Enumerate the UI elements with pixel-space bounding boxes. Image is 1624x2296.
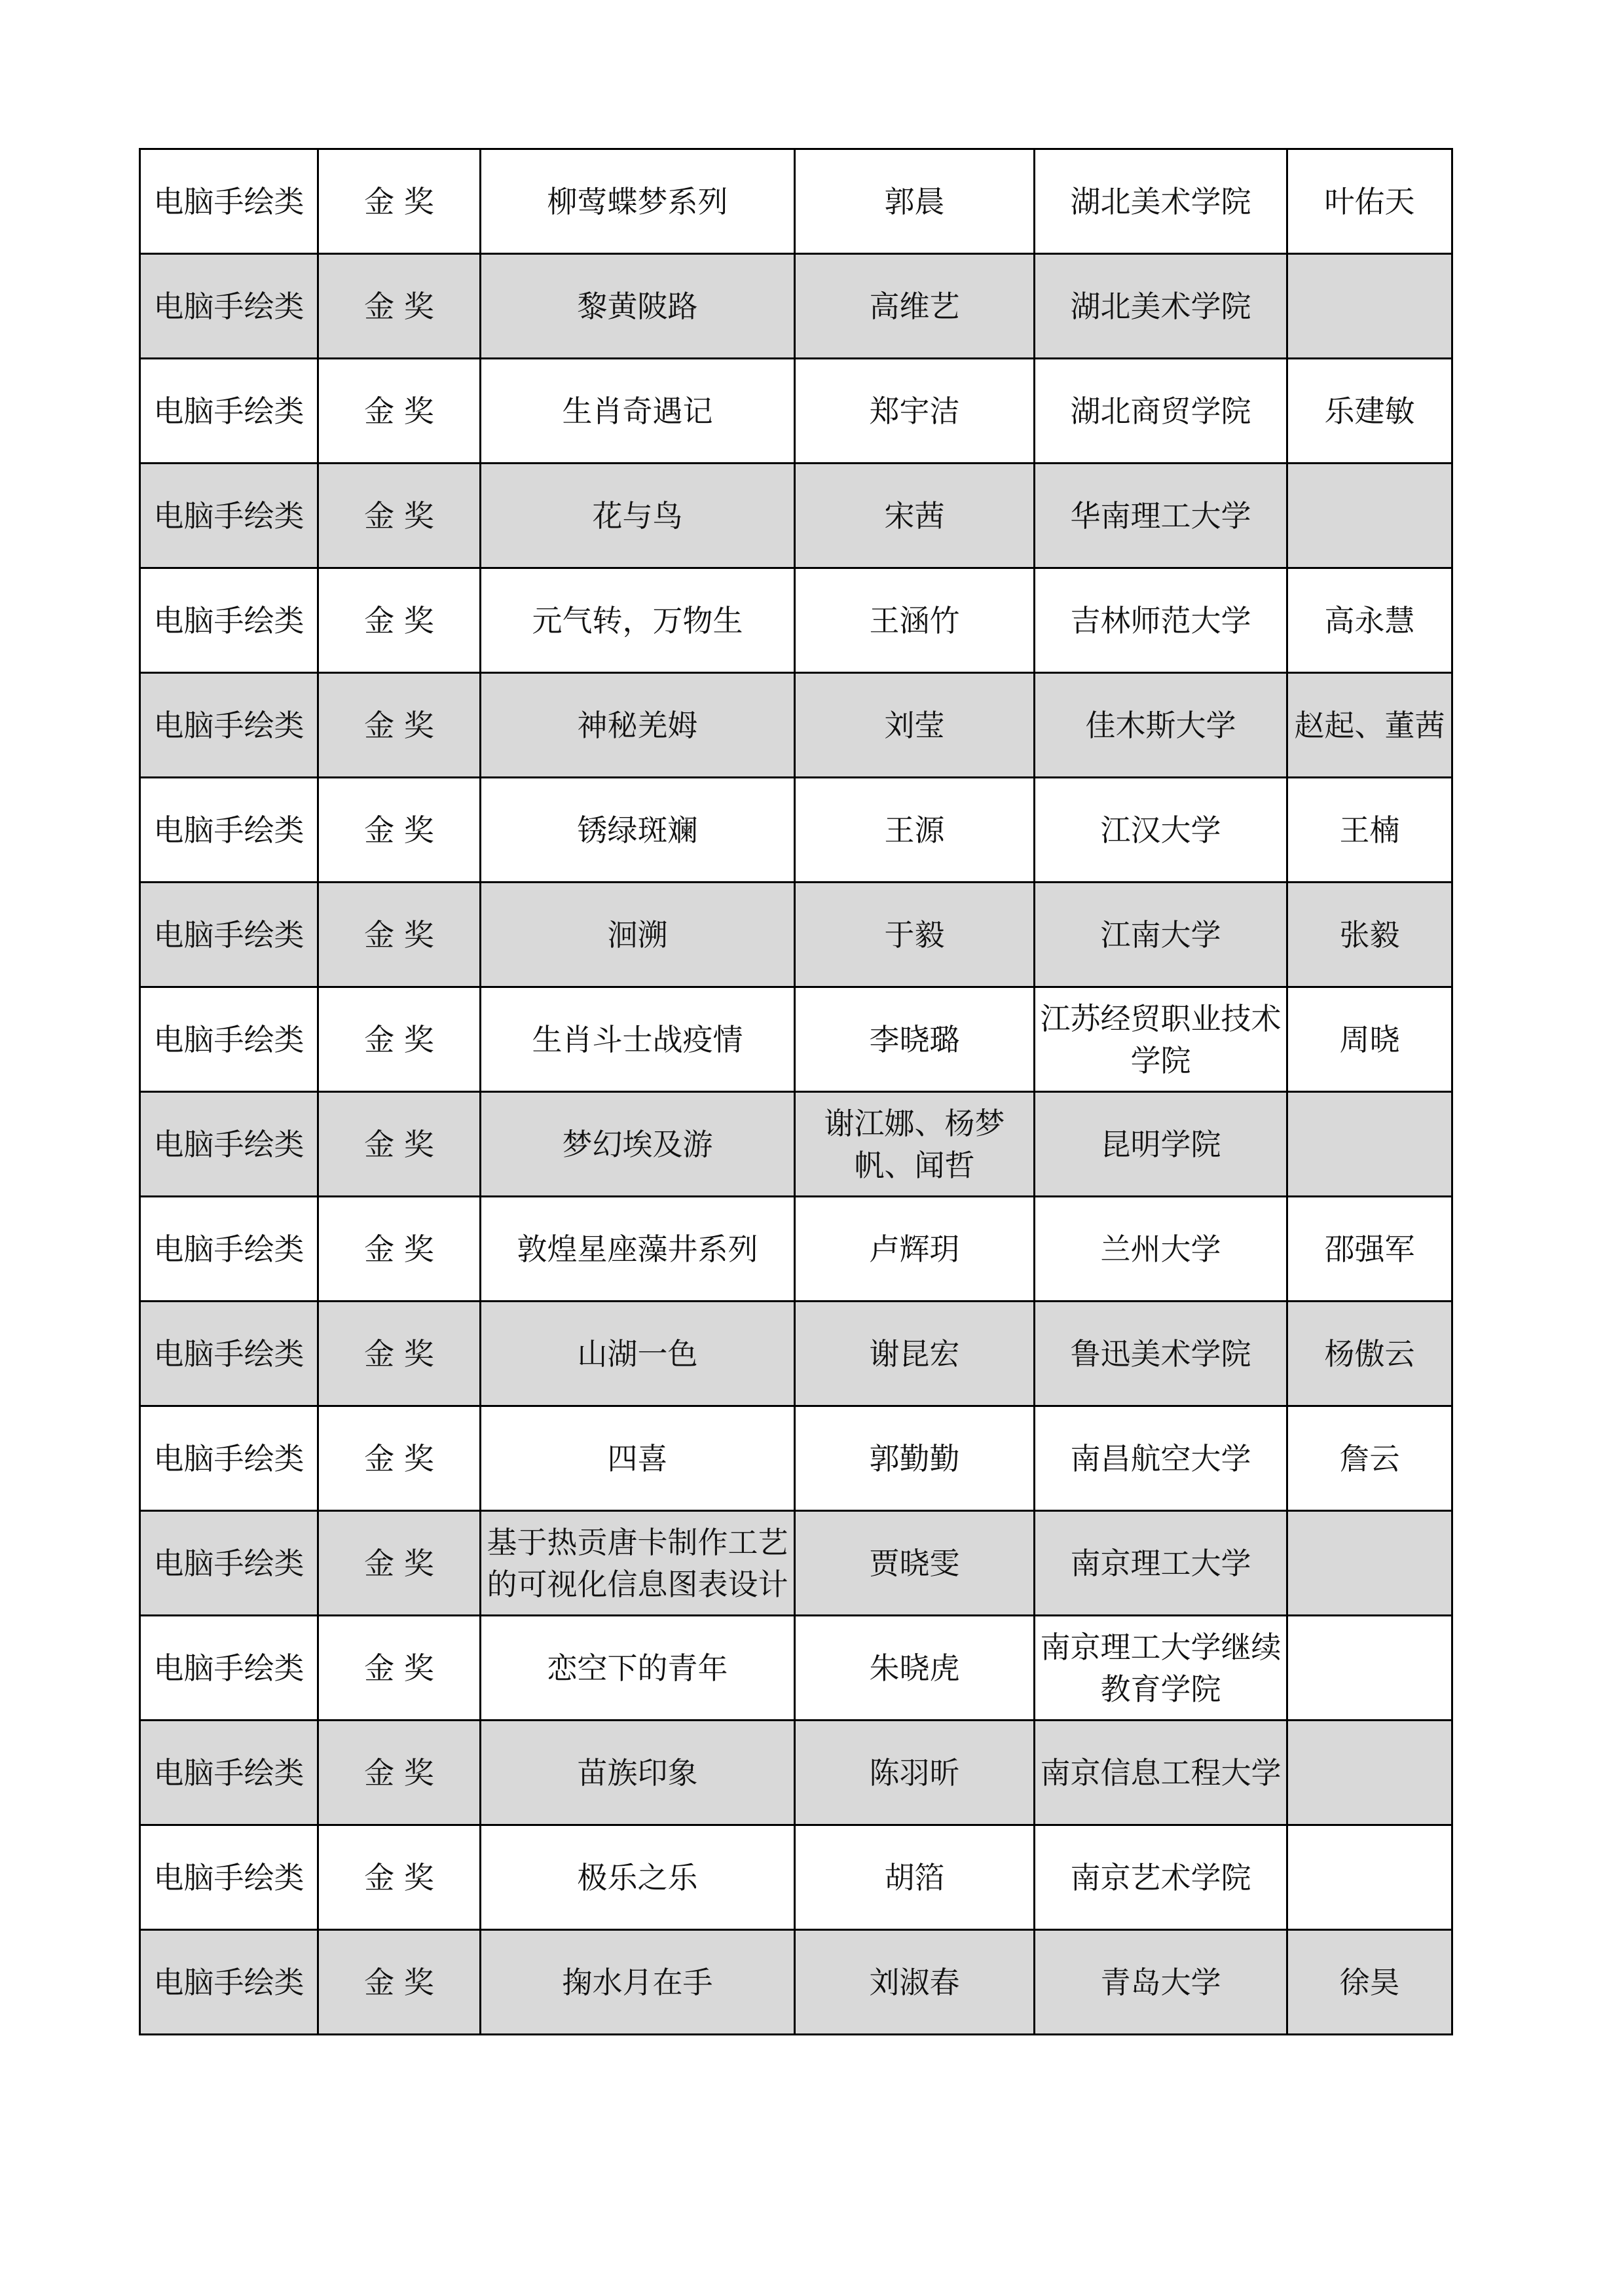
advisor-cell: [1287, 1511, 1452, 1616]
school-cell-text: 南京理工大学继续教育学院: [1040, 1629, 1282, 1707]
table-row: [140, 1930, 1452, 2035]
school-cell: [1035, 359, 1287, 464]
advisor-cell-text: 叶佑天: [1324, 183, 1415, 219]
advisor-cell: [1287, 1930, 1452, 2035]
category-cell: [140, 778, 318, 883]
category-cell: [140, 987, 318, 1092]
author-cell: [795, 1930, 1035, 2035]
author-cell: [795, 359, 1035, 464]
school-cell: [1035, 883, 1287, 987]
table-row: [140, 1197, 1452, 1302]
author-cell: [795, 1197, 1035, 1302]
award-cell: [318, 778, 481, 883]
award-cell: [318, 883, 481, 987]
author-cell-text: 李晓璐: [869, 1021, 960, 1057]
table-row: [140, 987, 1452, 1092]
author-cell-text: 王源: [884, 812, 945, 848]
author-cell-text: 郭勤勤: [869, 1440, 960, 1476]
awards-table-body: [140, 149, 1452, 2035]
advisor-cell-text: 周晓: [1339, 1021, 1400, 1057]
work-title-cell-text: 生肖奇遇记: [562, 393, 713, 429]
category-cell-text: 电脑手绘类: [153, 1336, 304, 1372]
work-title-cell-text: 四喜: [607, 1440, 668, 1476]
award-cell-text: 金 奖: [364, 917, 434, 953]
school-cell: [1035, 1721, 1287, 1825]
award-cell: [318, 1406, 481, 1511]
category-cell: [140, 149, 318, 254]
school-cell-text: 南京信息工程大学: [1040, 1755, 1282, 1791]
school-cell-text: 湖北美术学院: [1070, 288, 1251, 324]
author-cell: [795, 1092, 1035, 1197]
table-row: [140, 254, 1452, 359]
advisor-cell: [1287, 359, 1452, 464]
work-title-cell-text: 洄溯: [607, 917, 668, 953]
category-cell: [140, 1406, 318, 1511]
category-cell: [140, 883, 318, 987]
author-cell: [795, 1616, 1035, 1721]
author-cell: [795, 149, 1035, 254]
school-cell: [1035, 673, 1287, 778]
award-cell-text: 金 奖: [364, 393, 434, 429]
award-cell-text: 金 奖: [364, 498, 434, 534]
work-title-cell: [481, 359, 795, 464]
author-cell: [795, 1825, 1035, 1930]
author-cell-text: 贾晓雯: [869, 1545, 960, 1581]
work-title-cell: [481, 1302, 795, 1406]
award-cell: [318, 1721, 481, 1825]
work-title-cell: [481, 883, 795, 987]
table-row: [140, 778, 1452, 883]
awards-table: [139, 148, 1453, 2035]
table-row: [140, 359, 1452, 464]
award-cell: [318, 1511, 481, 1616]
work-title-cell: [481, 987, 795, 1092]
category-cell: [140, 1825, 318, 1930]
author-cell-text: 朱晓虎: [869, 1650, 960, 1686]
work-title-cell-text: 敦煌星座藻井系列: [517, 1231, 758, 1267]
school-cell: [1035, 778, 1287, 883]
school-cell: [1035, 1197, 1287, 1302]
category-cell: [140, 673, 318, 778]
advisor-cell: [1287, 1092, 1452, 1197]
table-row: [140, 1721, 1452, 1825]
category-cell-text: 电脑手绘类: [153, 917, 304, 953]
school-cell-text: 江汉大学: [1100, 812, 1221, 848]
school-cell-text: 南昌航空大学: [1070, 1440, 1251, 1476]
award-cell: [318, 359, 481, 464]
school-cell-text: 湖北美术学院: [1070, 183, 1251, 219]
award-cell: [318, 1930, 481, 2035]
school-cell: [1035, 1930, 1287, 2035]
award-cell: [318, 1825, 481, 1930]
author-cell-text: 陈羽昕: [869, 1755, 960, 1791]
work-title-cell: [481, 1721, 795, 1825]
award-cell-text: 金 奖: [364, 288, 434, 324]
school-cell: [1035, 1616, 1287, 1721]
work-title-cell-text: 花与鸟: [592, 498, 683, 534]
author-cell: [795, 673, 1035, 778]
work-title-cell: [481, 1825, 795, 1930]
advisor-cell-text: 高永慧: [1324, 602, 1415, 638]
author-cell-text: 卢辉玥: [869, 1231, 960, 1267]
award-cell: [318, 464, 481, 568]
table-row: [140, 1406, 1452, 1511]
table-row: [140, 1092, 1452, 1197]
category-cell: [140, 359, 318, 464]
award-cell-text: 金 奖: [364, 602, 434, 638]
advisor-cell-text: 赵起、董茜: [1294, 707, 1445, 743]
category-cell: [140, 1302, 318, 1406]
category-cell-text: 电脑手绘类: [153, 707, 304, 743]
work-title-cell: [481, 149, 795, 254]
work-title-cell: [481, 1616, 795, 1721]
work-title-cell: [481, 464, 795, 568]
author-cell: [795, 1721, 1035, 1825]
school-cell-text: 江南大学: [1100, 917, 1221, 953]
work-title-cell-text: 苗族印象: [577, 1755, 698, 1791]
category-cell: [140, 1721, 318, 1825]
advisor-cell: [1287, 254, 1452, 359]
author-cell-text: 刘淑春: [869, 1964, 960, 2000]
award-cell: [318, 987, 481, 1092]
work-title-cell-text: 神秘羌姆: [577, 707, 698, 743]
work-title-cell-text: 生肖斗士战疫情: [532, 1021, 743, 1057]
work-title-cell-text: 元气转，万物生: [532, 602, 743, 638]
school-cell-text: 湖北商贸学院: [1070, 393, 1251, 429]
author-cell: [795, 568, 1035, 673]
author-cell: [795, 987, 1035, 1092]
advisor-cell: [1287, 149, 1452, 254]
school-cell-text: 佳木斯大学: [1085, 707, 1236, 743]
work-title-cell-text: 山湖一色: [577, 1336, 698, 1372]
table-row: [140, 464, 1452, 568]
award-cell-text: 金 奖: [364, 1126, 434, 1162]
school-cell: [1035, 1511, 1287, 1616]
work-title-cell-text: 锈绿斑斓: [577, 812, 698, 848]
work-title-cell-text: 恋空下的青年: [547, 1650, 728, 1686]
author-cell: [795, 778, 1035, 883]
award-cell-text: 金 奖: [364, 1545, 434, 1581]
author-cell-text: 于毅: [884, 917, 945, 953]
category-cell: [140, 1511, 318, 1616]
award-cell-text: 金 奖: [364, 1755, 434, 1791]
category-cell-text: 电脑手绘类: [153, 1650, 304, 1686]
advisor-cell: [1287, 1406, 1452, 1511]
category-cell-text: 电脑手绘类: [153, 1440, 304, 1476]
advisor-cell: [1287, 883, 1452, 987]
category-cell-text: 电脑手绘类: [153, 183, 304, 219]
advisor-cell: [1287, 464, 1452, 568]
work-title-cell-text: 基于热贡唐卡制作工艺的可视化信息图表设计: [487, 1524, 788, 1602]
category-cell-text: 电脑手绘类: [153, 1859, 304, 1895]
award-cell-text: 金 奖: [364, 1650, 434, 1686]
author-cell: [795, 1511, 1035, 1616]
work-title-cell: [481, 1197, 795, 1302]
category-cell: [140, 1197, 318, 1302]
author-cell-text: 王涵竹: [869, 602, 960, 638]
school-cell-text: 兰州大学: [1100, 1231, 1221, 1267]
award-cell: [318, 254, 481, 359]
advisor-cell-text: 王楠: [1339, 812, 1400, 848]
school-cell: [1035, 987, 1287, 1092]
author-cell: [795, 254, 1035, 359]
category-cell-text: 电脑手绘类: [153, 1126, 304, 1162]
category-cell: [140, 1092, 318, 1197]
school-cell-text: 江苏经贸职业技术学院: [1040, 1000, 1282, 1078]
work-title-cell: [481, 673, 795, 778]
award-cell: [318, 1197, 481, 1302]
work-title-cell: [481, 1406, 795, 1511]
author-cell-text: 高维艺: [869, 288, 960, 324]
work-title-cell: [481, 1511, 795, 1616]
award-cell: [318, 149, 481, 254]
award-cell-text: 金 奖: [364, 707, 434, 743]
advisor-cell: [1287, 1721, 1452, 1825]
table-row: [140, 149, 1452, 254]
work-title-cell: [481, 254, 795, 359]
school-cell: [1035, 1825, 1287, 1930]
author-cell-text: 胡箔: [884, 1859, 945, 1895]
work-title-cell-text: 掬水月在手: [562, 1964, 713, 2000]
author-cell-text: 谢昆宏: [869, 1336, 960, 1372]
table-row: [140, 883, 1452, 987]
award-cell-text: 金 奖: [364, 183, 434, 219]
category-cell-text: 电脑手绘类: [153, 1755, 304, 1791]
work-title-cell: [481, 568, 795, 673]
award-cell: [318, 1616, 481, 1721]
author-cell-text: 刘莹: [884, 707, 945, 743]
category-cell-text: 电脑手绘类: [153, 1021, 304, 1057]
school-cell-text: 南京艺术学院: [1070, 1859, 1251, 1895]
award-cell-text: 金 奖: [364, 1336, 434, 1372]
advisor-cell-text: 邵强军: [1324, 1231, 1415, 1267]
table-row: [140, 1511, 1452, 1616]
school-cell: [1035, 254, 1287, 359]
award-cell: [318, 568, 481, 673]
school-cell-text: 南京理工大学: [1070, 1545, 1251, 1581]
school-cell-text: 吉林师范大学: [1070, 602, 1251, 638]
award-cell: [318, 1092, 481, 1197]
category-cell-text: 电脑手绘类: [153, 1545, 304, 1581]
school-cell: [1035, 149, 1287, 254]
award-cell-text: 金 奖: [364, 1021, 434, 1057]
advisor-cell-text: 徐昊: [1339, 1964, 1400, 2000]
advisor-cell-text: 杨傲云: [1324, 1336, 1415, 1372]
award-cell-text: 金 奖: [364, 812, 434, 848]
school-cell-text: 华南理工大学: [1070, 498, 1251, 534]
category-cell-text: 电脑手绘类: [153, 602, 304, 638]
school-cell: [1035, 1302, 1287, 1406]
category-cell: [140, 568, 318, 673]
author-cell-text: 宋茜: [884, 498, 945, 534]
table-row: [140, 1302, 1452, 1406]
advisor-cell: [1287, 778, 1452, 883]
advisor-cell: [1287, 1825, 1452, 1930]
category-cell-text: 电脑手绘类: [153, 393, 304, 429]
author-cell: [795, 883, 1035, 987]
category-cell-text: 电脑手绘类: [153, 812, 304, 848]
category-cell-text: 电脑手绘类: [153, 498, 304, 534]
school-cell: [1035, 568, 1287, 673]
work-title-cell: [481, 1092, 795, 1197]
author-cell-text: 郑宇洁: [869, 393, 960, 429]
category-cell: [140, 1930, 318, 2035]
award-cell-text: 金 奖: [364, 1440, 434, 1476]
school-cell-text: 昆明学院: [1100, 1126, 1221, 1162]
table-row: [140, 1616, 1452, 1721]
award-cell: [318, 1302, 481, 1406]
advisor-cell: [1287, 1616, 1452, 1721]
work-title-cell-text: 极乐之乐: [577, 1859, 698, 1895]
work-title-cell: [481, 1930, 795, 2035]
category-cell-text: 电脑手绘类: [153, 288, 304, 324]
advisor-cell: [1287, 1302, 1452, 1406]
category-cell: [140, 254, 318, 359]
school-cell-text: 青岛大学: [1100, 1964, 1221, 2000]
advisor-cell-text: 乐建敏: [1324, 393, 1415, 429]
advisor-cell-text: 詹云: [1339, 1440, 1400, 1476]
author-cell: [795, 464, 1035, 568]
award-cell: [318, 673, 481, 778]
category-cell-text: 电脑手绘类: [153, 1964, 304, 2000]
author-cell-text: 谢江娜、杨梦帆、闻哲: [824, 1105, 1005, 1183]
category-cell-text: 电脑手绘类: [153, 1231, 304, 1267]
author-cell: [795, 1302, 1035, 1406]
table-row: [140, 673, 1452, 778]
school-cell-text: 鲁迅美术学院: [1070, 1336, 1251, 1372]
work-title-cell-text: 梦幻埃及游: [562, 1126, 713, 1162]
author-cell: [795, 1406, 1035, 1511]
work-title-cell-text: 黎黄陂路: [577, 288, 698, 324]
category-cell: [140, 1616, 318, 1721]
school-cell: [1035, 1406, 1287, 1511]
advisor-cell: [1287, 1197, 1452, 1302]
advisor-cell: [1287, 568, 1452, 673]
work-title-cell: [481, 778, 795, 883]
work-title-cell-text: 柳莺蝶梦系列: [547, 183, 728, 219]
award-cell-text: 金 奖: [364, 1231, 434, 1267]
award-cell-text: 金 奖: [364, 1964, 434, 2000]
table-row: [140, 568, 1452, 673]
advisor-cell-text: 张毅: [1339, 917, 1400, 953]
author-cell-text: 郭晨: [884, 183, 945, 219]
school-cell: [1035, 1092, 1287, 1197]
advisor-cell: [1287, 673, 1452, 778]
school-cell: [1035, 464, 1287, 568]
table-row: [140, 1825, 1452, 1930]
advisor-cell: [1287, 987, 1452, 1092]
award-cell-text: 金 奖: [364, 1859, 434, 1895]
category-cell: [140, 464, 318, 568]
